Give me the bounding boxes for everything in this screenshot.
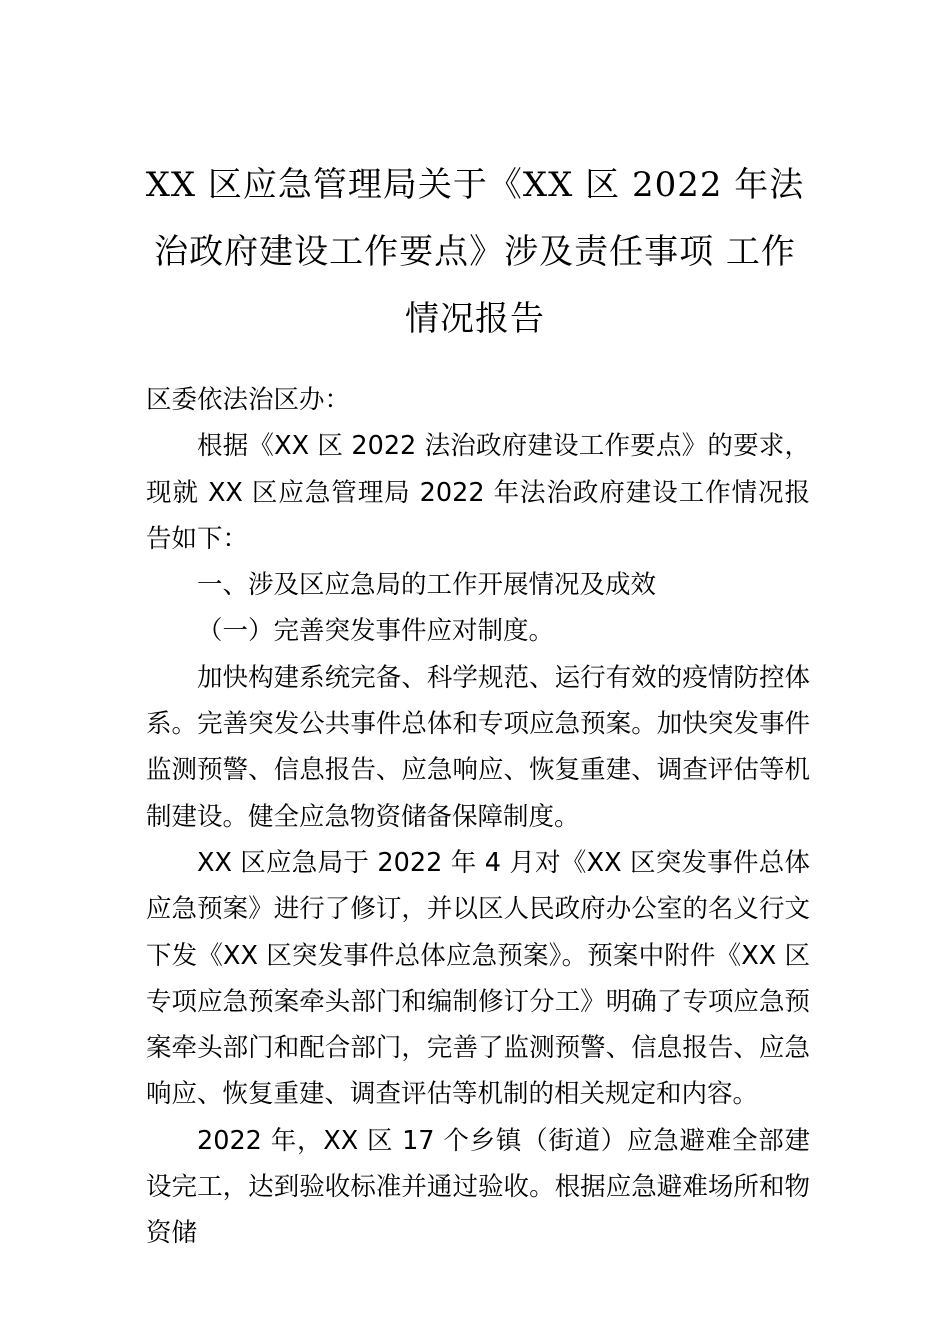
title-line-1: XX 区应急管理局关于《XX 区 2022 年法 — [145, 165, 805, 205]
document-body — [146, 377, 810, 1257]
section-heading: 一、涉及区应急局的工作开展情况及成效 — [197, 570, 657, 601]
title-line-3: 情况报告 — [405, 299, 545, 339]
paragraph-intro: 根据《XX 区 2022 法治政府建设工作要点》的要求，现就 XX 区应急管理局 2022 年法治政府建设工作情况报告如下： — [146, 431, 810, 554]
paragraph-plan-revision: XX 区应急局于 2022 年 4 月对《XX 区突发事件总体应急预案》进行了修订，并以区人民政府办公室的名义行文下发《XX 区突发事件总体应急预案》。预案中附件《XX 区专项应急预案牵头部门和编制修订分工》明确了专项应急预案牵头部门和配合部门，完善了监测预警、信息报告、应急响应、恢复重建、调查评估等机制的相关规定和内容。 — [146, 847, 810, 1110]
paragraph-requirement: 加快构建系统完备、科学规范、运行有效的疫情防控体系。完善突发公共事件总体和专项应急预案。加快突发事件监测预警、信息报告、应急响应、恢复重建、调查评估等机制建设。健全应急物资储备保障制度。 — [146, 662, 810, 832]
paragraph-shelters: 2022 年，XX 区 17 个乡镇（街道）应急避难全部建设完工，达到验收标准并通过验收。根据应急避难场所和物资储 — [146, 1125, 810, 1249]
salutation: 区委依法治区办： — [146, 385, 351, 415]
document-title — [140, 152, 810, 353]
subsection-heading: （一）完善突发事件应对制度。 — [197, 616, 555, 647]
title-line-2: 治政府建设工作要点》涉及责任事项 工作 — [154, 232, 796, 272]
